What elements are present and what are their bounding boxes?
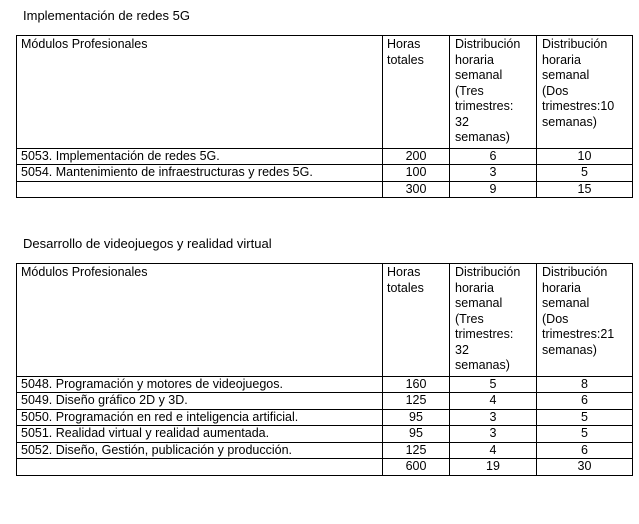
totals-row xyxy=(17,459,633,476)
total-weekly-three: 9 xyxy=(450,181,537,198)
module-weekly-three: 5 xyxy=(450,376,537,393)
module-name: 5048. Programación y motores de videojuegos. xyxy=(17,376,383,393)
total-hours: 600 xyxy=(383,459,450,476)
total-weekly-three: 19 xyxy=(450,459,537,476)
table-row xyxy=(17,376,633,393)
total-weekly-two: 30 xyxy=(537,459,633,476)
header-distribucion-tres-trimestres: Distribución horaria semanal (Tres trimestres: 32 semanas) xyxy=(450,36,537,149)
module-weekly-two: 6 xyxy=(537,393,633,410)
section-title-videojuegos: Desarrollo de videojuegos y realidad virtual xyxy=(23,236,272,251)
module-weekly-two: 10 xyxy=(537,148,633,165)
header-distribucion-dos-trimestres: Distribución horaria semanal (Dos trimestres:10 semanas) xyxy=(537,36,633,149)
header-horas-totales: Horas totales xyxy=(383,36,450,149)
module-hours: 95 xyxy=(383,409,450,426)
table-videojuegos xyxy=(16,263,633,476)
module-weekly-two: 5 xyxy=(537,409,633,426)
table-row xyxy=(17,442,633,459)
section-title-redes-5g: Implementación de redes 5G xyxy=(23,8,190,23)
table-redes-5g xyxy=(16,35,633,198)
module-hours: 125 xyxy=(383,393,450,410)
table-row xyxy=(17,409,633,426)
module-name: 5054. Mantenimiento de infraestructuras y redes 5G. xyxy=(17,165,383,182)
table-header-row xyxy=(17,264,633,377)
table-row xyxy=(17,393,633,410)
header-modulos: Módulos Profesionales xyxy=(17,264,383,377)
totals-label xyxy=(17,181,383,198)
totals-label xyxy=(17,459,383,476)
header-modulos: Módulos Profesionales xyxy=(17,36,383,149)
module-name: 5050. Programación en red e inteligencia artificial. xyxy=(17,409,383,426)
module-hours: 95 xyxy=(383,426,450,443)
module-weekly-two: 5 xyxy=(537,165,633,182)
module-name: 5052. Diseño, Gestión, publicación y producción. xyxy=(17,442,383,459)
total-weekly-two: 15 xyxy=(537,181,633,198)
module-weekly-two: 6 xyxy=(537,442,633,459)
header-distribucion-tres-trimestres: Distribución horaria semanal (Tres trimestres: 32 semanas) xyxy=(450,264,537,377)
header-horas-totales: Horas totales xyxy=(383,264,450,377)
module-weekly-two: 5 xyxy=(537,426,633,443)
module-name: 5049. Diseño gráfico 2D y 3D. xyxy=(17,393,383,410)
module-name: 5053. Implementación de redes 5G. xyxy=(17,148,383,165)
module-hours: 200 xyxy=(383,148,450,165)
table-row xyxy=(17,426,633,443)
module-weekly-three: 3 xyxy=(450,426,537,443)
module-hours: 160 xyxy=(383,376,450,393)
total-hours: 300 xyxy=(383,181,450,198)
module-weekly-two: 8 xyxy=(537,376,633,393)
module-hours: 100 xyxy=(383,165,450,182)
table-row xyxy=(17,148,633,165)
table-header-row xyxy=(17,36,633,149)
table-row xyxy=(17,165,633,182)
module-weekly-three: 4 xyxy=(450,442,537,459)
module-weekly-three: 3 xyxy=(450,165,537,182)
module-hours: 125 xyxy=(383,442,450,459)
module-weekly-three: 4 xyxy=(450,393,537,410)
totals-row xyxy=(17,181,633,198)
module-weekly-three: 3 xyxy=(450,409,537,426)
header-distribucion-dos-trimestres: Distribución horaria semanal (Dos trimestres:21 semanas) xyxy=(537,264,633,377)
module-name: 5051. Realidad virtual y realidad aumentada. xyxy=(17,426,383,443)
module-weekly-three: 6 xyxy=(450,148,537,165)
